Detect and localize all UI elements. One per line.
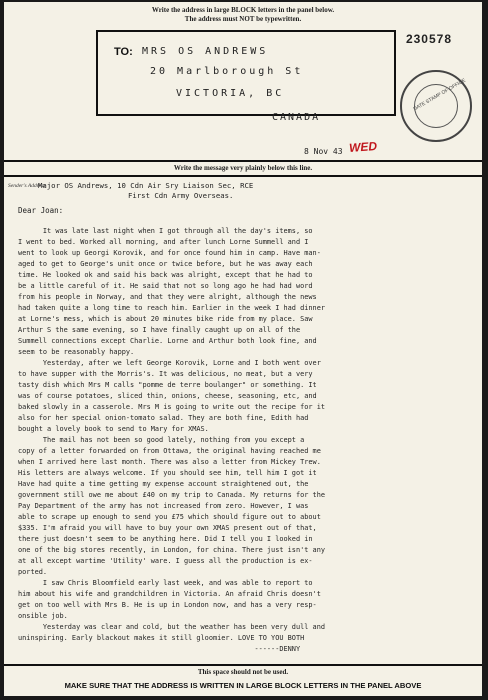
divider-message bbox=[4, 175, 482, 177]
address-warning: MAKE SURE THAT THE ADDRESS IS WRITTEN IN LARGE BLOCK LETTERS IN THE PANEL ABOVE bbox=[64, 681, 422, 690]
sender-line-1: Major OS Andrews, 10 Cdn Air Sry Liaison Sec, RCE bbox=[38, 181, 254, 190]
address-line-2: 20 Marlborough St bbox=[150, 66, 304, 77]
letter-line: Yesterday was clear and cold, but the weather has been very dull and bbox=[18, 623, 325, 631]
letter-line: when I arrived here last month. There was also a letter from Mickey Trew. bbox=[18, 458, 321, 466]
letter-line: from his people in Norway, and that they were alright, although the news bbox=[18, 293, 317, 301]
letter-line: The mail has not been so good lately, nothing from you except a bbox=[18, 436, 305, 444]
letter-line: Yesterday, after we left George Korovik, Lorne and I both went over bbox=[18, 359, 321, 367]
letter-line: uninspiring. Early blackout makes it still gloomier. LOVE TO YOU BOTH bbox=[18, 634, 305, 642]
letter-line: tasty dish which Mrs M calls "pomme de terre boulanger" or something. It bbox=[18, 381, 317, 389]
address-line-4: CANADA bbox=[272, 112, 321, 123]
letter-line: Pay Department of the army has not increased from zero. However, I was bbox=[18, 502, 309, 510]
letter-line: went to look up Georgi Korovik, and for once found him in camp. Have man- bbox=[18, 249, 321, 257]
to-label: TO: bbox=[114, 46, 133, 58]
letter-line: was of course potatoes, sliced thin, onions, cheese, seasoning, etc, and bbox=[18, 392, 317, 400]
letter-line: to have supper with the Morris's. It was delicious, no meat, but a very bbox=[18, 370, 313, 378]
letter-line: at Lorne's mess, which is about 20 minutes bike ride from my place. Saw bbox=[18, 315, 313, 323]
postmark-text: DATE STAMP OF OFFICE bbox=[412, 77, 467, 113]
letter-line: government still owe me about £40 on my trip to Canada. My returns for the bbox=[18, 491, 325, 499]
message-instruction: Write the message very plainly below this line. bbox=[173, 164, 313, 172]
letter-line: there just doesn't seem to be anything here. Did I tell you I looked in bbox=[18, 535, 313, 543]
letter-line: $335. I'm afraid you will have to buy your own XMAS present out of that, bbox=[18, 524, 317, 532]
letter-line: onsible job. bbox=[18, 612, 68, 620]
letter-line: at all except wartime 'Utility' ware. I guess all the production is ex- bbox=[18, 557, 313, 565]
salutation: Dear Joan: bbox=[18, 206, 64, 215]
letter-line: ported. bbox=[18, 568, 48, 576]
letter-line: one of the big stores recently, in London, for china. There just isn't any bbox=[18, 546, 325, 554]
letter-line: I saw Chris Bloomfield early last week, and was able to report to bbox=[18, 579, 313, 587]
letter-line: aged to get to George's unit once or twice before, but he was away each bbox=[18, 260, 313, 268]
letter-line: time. He looked ok and said his back was alright, except that he had to bbox=[18, 271, 313, 279]
letter-date: 8 Nov 43 bbox=[304, 147, 343, 156]
letter-line: baked slowly in a casserole. Mrs M is going to write out the recipe for it bbox=[18, 403, 325, 411]
sender-address bbox=[38, 181, 253, 201]
divider-top bbox=[4, 160, 482, 162]
address-line-3: VICTORIA, BC bbox=[176, 88, 285, 99]
letter-line: Summell connections except Charlie. Lorne and Arthur both look fine, and bbox=[18, 337, 317, 345]
airgraph-letter-sheet bbox=[4, 2, 482, 696]
divider-bottom bbox=[4, 664, 482, 666]
address-line-1: MRS OS ANDREWS bbox=[142, 46, 269, 57]
letter-line: Arthur S the same evening, so I have finally caught up on all of the bbox=[18, 326, 301, 334]
letter-line: Have had quite a time getting my expense account straightened out, the bbox=[18, 480, 309, 488]
sender-address-label: Sender's Address bbox=[8, 183, 46, 189]
letter-line: seem to be reasonably happy. bbox=[18, 348, 135, 356]
serial-number: 230578 bbox=[405, 32, 452, 46]
letter-line: bought a lovely book to send to Mary for XMAS. bbox=[18, 425, 209, 433]
letter-line: copy of a letter forwarded on from Ottawa, the original having reached me bbox=[18, 447, 321, 455]
letter-body bbox=[18, 226, 472, 655]
letter-line: be a little careful of it. He said that not so long ago he had had word bbox=[18, 282, 313, 290]
handwritten-day-note: WED bbox=[348, 139, 378, 155]
letter-line: also for her special onion-tomato salad. They are both fine, Edith had bbox=[18, 414, 309, 422]
letter-line: had taken quite a long time to reach him. Earlier in the week I had dinner bbox=[18, 304, 325, 312]
postmark-stamp bbox=[400, 70, 472, 142]
letter-line: It was late last night when I got through all the day's items, so bbox=[18, 227, 313, 235]
unused-space-note: This space should not be used. bbox=[197, 668, 289, 676]
top-instructions bbox=[4, 6, 482, 24]
letter-line: His letters are always welcome. If you should see him, tell him I got it bbox=[18, 469, 317, 477]
letter-line: him about his wife and grandchildren in Victoria. An afraid Chris doesn't bbox=[18, 590, 321, 598]
instruction-line-1: Write the address in large BLOCK letters in the panel below. bbox=[151, 6, 335, 14]
letter-line: I went to bed. Worked all morning, and after lunch Lorne Summell and I bbox=[18, 238, 309, 246]
letter-line: ------DENNY bbox=[18, 645, 301, 653]
letter-line: get on too well with Mrs B. He is up in London now, and has a very resp- bbox=[18, 601, 317, 609]
instruction-line-2: The address must NOT be typewritten. bbox=[184, 15, 302, 23]
sender-line-2: First Cdn Army Overseas. bbox=[128, 191, 234, 200]
letter-line: able to scrape up enough to send you £75 which should figure out to about bbox=[18, 513, 321, 521]
address-panel bbox=[96, 30, 396, 116]
